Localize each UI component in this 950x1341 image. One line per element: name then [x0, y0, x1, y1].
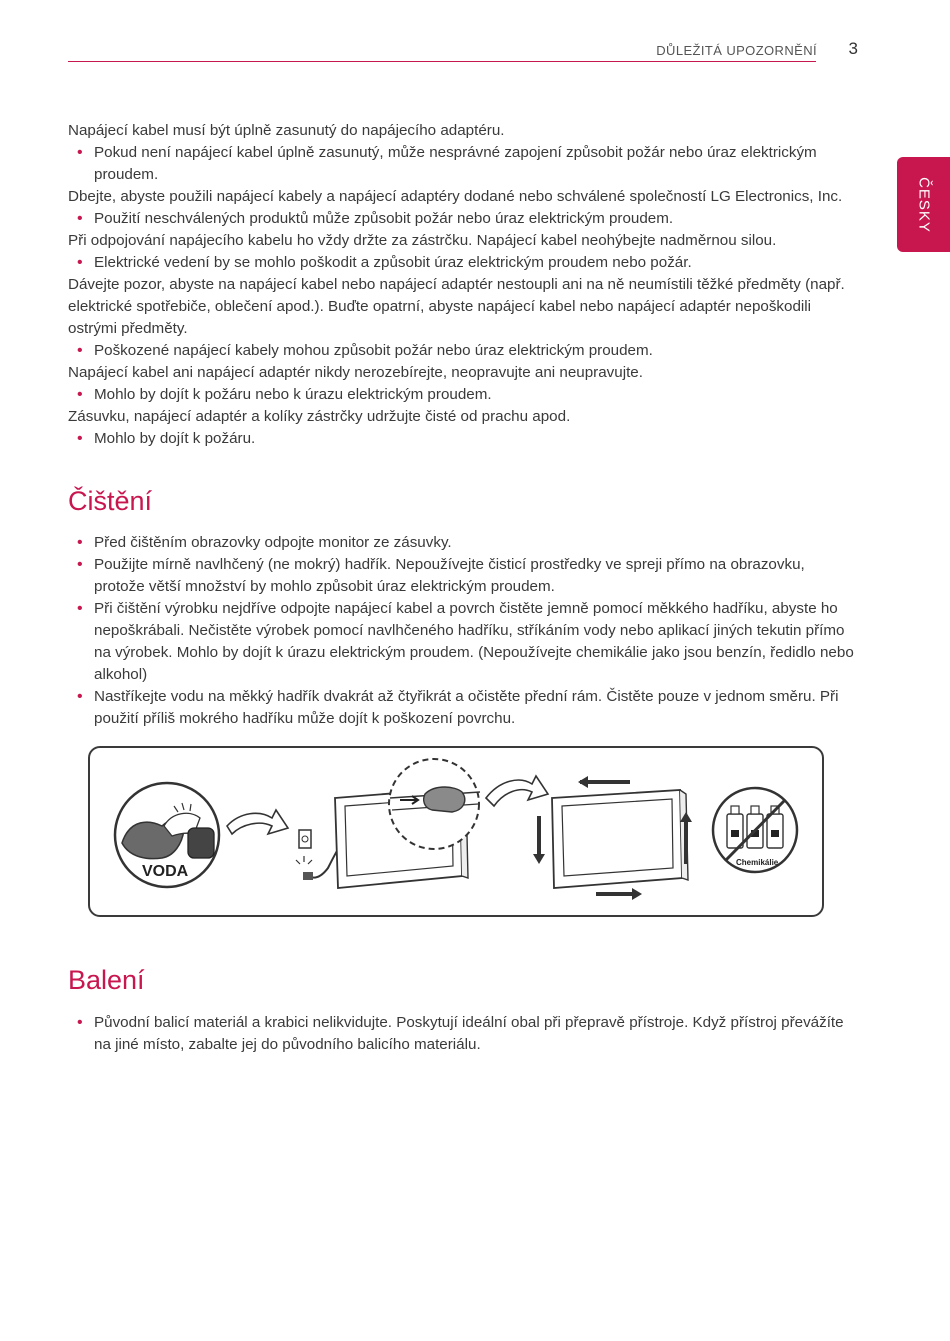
header-rule [68, 61, 816, 62]
no-chemicals-icon [713, 788, 797, 872]
paragraph: Dbejte, abyste použili napájecí kabely a napájecí adaptéry dodané nebo schválené společností LG Electronics, Inc. [68, 188, 843, 205]
bullet-item: • Nastříkejte vodu na měkký hadřík dvakrát až čtyřikrát a očistěte přední rám. Čistěte pouze v jednom směru. Při použití příliš mokrého hadříku může dojít k poškození povrchu. [68, 686, 858, 730]
wipe-detail-icon [389, 759, 480, 849]
packing-section [68, 1012, 858, 1056]
bullet-item: • Před čištěním obrazovky odpojte monitor ze zásuvky. [68, 532, 858, 554]
bullet-item: • Poškozené napájecí kabely mohou způsobit požár nebo úraz elektrickým proudem. [68, 340, 858, 362]
page-number: 3 [848, 39, 858, 58]
paragraph: Zásuvku, napájecí adaptér a kolíky zástrčky udržujte čisté od prachu apod. [68, 408, 571, 425]
paragraph: Dávejte pozor, abyste na napájecí kabel nebo napájecí adaptér nestoupli ani na ně neumístili těžké předměty (např. elektrické spotřebiče, oblečení apod.). Buďte opatrní, abyste napájecí kabel nebo napájecí adaptér nepoškodili ostrými předměty. [68, 276, 845, 337]
page-content [68, 120, 858, 1056]
bullet-item: • Původní balicí materiál a krabici nelikvidujte. Poskytují ideální obal při přepravě přístroje. Když přístroj převážíte na jiné místo, zabalte jej do původního balicího materiálu. [68, 1012, 858, 1056]
power-section [68, 120, 858, 450]
language-tab-label: ČESKY [915, 176, 932, 233]
arrow-right-icon [486, 776, 548, 806]
bullet-item: • Mohlo by dojít k požáru nebo k úrazu elektrickým proudem. [68, 384, 858, 406]
bullet-item: • Pokud není napájecí kabel úplně zasunutý, může nesprávné zapojení způsobit požár nebo úraz elektrickým proudem. [68, 142, 858, 186]
section-heading-packing: Balení [68, 965, 145, 995]
cleaning-section [68, 532, 858, 730]
monitor-icon [552, 790, 688, 888]
water-cloth-icon [115, 783, 219, 887]
bullet-item: • Použití neschválených produktů může způsobit požár nebo úraz elektrickým proudem. [68, 208, 858, 230]
page-header [68, 38, 858, 62]
bullet-item: • Elektrické vedení by se mohlo poškodit a způsobit úraz elektrickým proudem nebo požár. [68, 252, 858, 274]
bullet-item: • Při čištění výrobku nejdříve odpojte napájecí kabel a povrch čistěte jemně pomocí měkkého hadříku, abyste ho nepoškrábali. Nečistěte výrobek pomocí navlhčeného hadříku, stříkáním vody nebo aplikací jiných tekutin přímo na výrobek. Mohlo by dojít k úrazu elektrickým proudem. (Nepoužívejte chemikálie jako jsou benzín, ředidlo nebo alkohol) [68, 598, 858, 686]
running-title: DŮLEŽITÁ UPOZORNĚNÍ [656, 43, 817, 58]
paragraph: Napájecí kabel ani napájecí adaptér nikdy nerozebírejte, neopravujte ani neupravujte. [68, 364, 643, 381]
water-label: VODA [142, 863, 189, 880]
arrow-right-icon [227, 810, 288, 834]
paragraph: Napájecí kabel musí být úplně zasunutý do napájecího adaptéru. [68, 122, 505, 139]
bullet-item: • Mohlo by dojít k požáru. [68, 428, 858, 450]
language-tab [897, 157, 950, 252]
paragraph: Při odpojování napájecího kabelu ho vždy držte za zástrčku. Napájecí kabel neohýbejte nadměrnou silou. [68, 232, 777, 249]
chemicals-label: Chemikálie [736, 858, 779, 867]
unplug-icon [296, 830, 340, 880]
section-heading-cleaning: Čištění [68, 486, 153, 516]
bullet-item: • Použijte mírně navlhčený (ne mokrý) hadřík. Nepoužívejte čisticí prostředky ve spreji přímo na obrazovku, protože větší množství by mohlo způsobit úraz elektrickým proudem. [68, 554, 858, 598]
cleaning-illustration [88, 746, 824, 917]
